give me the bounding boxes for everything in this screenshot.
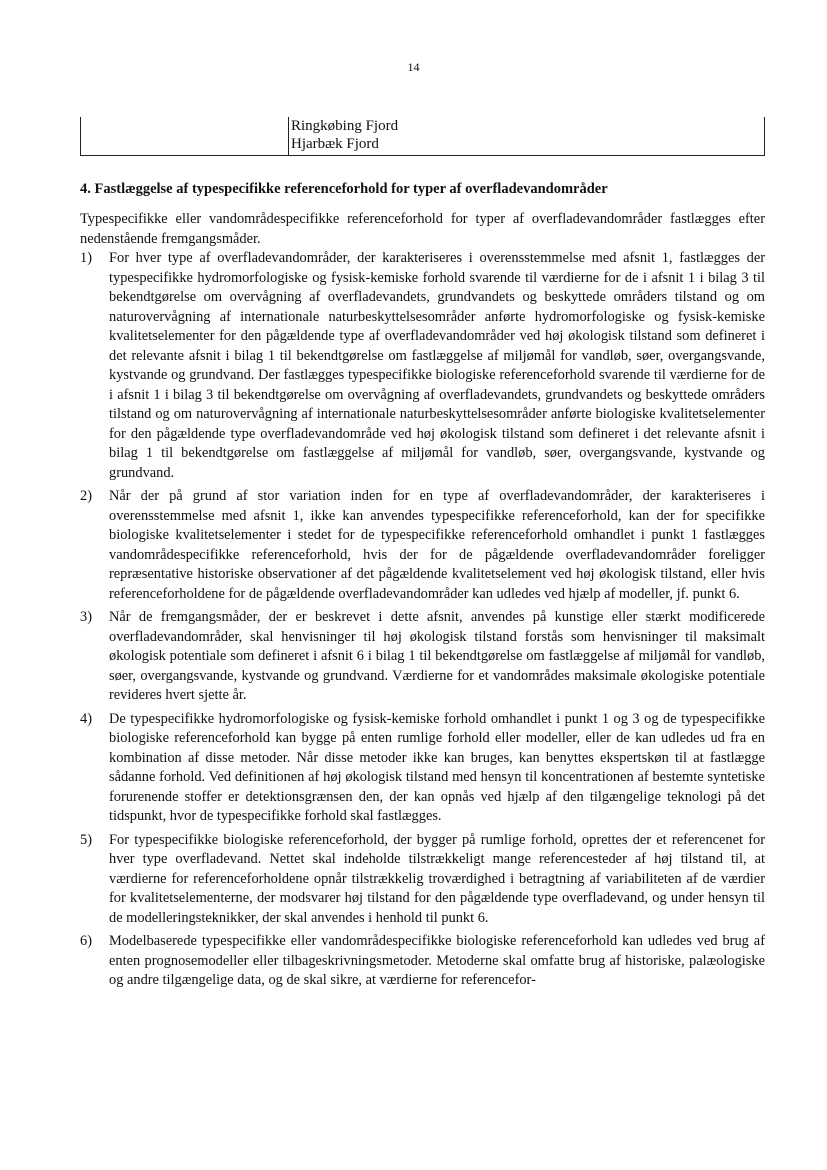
list-item-text: Modelbaserede typespecifikke eller vandområdespecifikke biologiske referenceforhold kan udledes ved brug af enten prognosemodeller eller tilbageskrivningsmetoder. Metoderne skal omfatte brug af historiske, palæologiske og andre tilgængelige data, og de skal sikre, at værdierne for referencefor- <box>109 933 765 988</box>
section-body <box>80 210 765 995</box>
section-heading: 4. Fastlæggelse af typespecifikke referenceforhold for typer af overfladevandområder <box>80 181 608 197</box>
list-item-number: 4) <box>80 710 92 727</box>
list-item-number: 3) <box>80 609 92 625</box>
list-item-text: Når de fremgangsmåder, der er beskrevet i dette afsnit, anvendes på kunstige eller stærkt modificerede overfladevandområder, skal henvisninger til høj økologisk tilstand forstås som henvisninger til maksimalt økologisk potentiale som defineret i afsnit 6 i bilag 1 til bekendtgørelse om fastlæggelse af miljømål for vandløb, søer, overgangsvande, kystvande og grundvand. Værdierne for et vandområdes maksimale økologiske potentiale revideres hvert sjette år. <box>109 609 765 703</box>
list-item <box>80 831 765 929</box>
list-item-number: 5) <box>80 831 92 848</box>
list-item-text: Når der på grund af stor variation inden for en type af overfladevandområder, der karakteriseres i overensstemmelse med afsnit 1, ikke kan anvendes typespecifikke referenceforhold, kan der for specifikke biologiske kvalitetselementer i stedet for de typespecifikke referenceforhold omhandlet i punkt 1 fastlægges vandområdespecifikke referenceforhold, hvis der for de pågældende overfladevandområder foreligger repræsentative historiske observationer af det pågældende kvalitetselement ved høj økologisk tilstand, eller hvis referenceforholdene for de pågældende overfladevandområder kan udledes ved hjælp af modeller, jf. punkt 6. <box>109 488 765 602</box>
list-item <box>80 710 765 827</box>
list-item <box>80 932 765 991</box>
table-cell-names <box>288 117 398 155</box>
water-body-table <box>80 117 765 156</box>
list-item-number: 2) <box>80 488 92 504</box>
list-item-number: 6) <box>80 933 92 949</box>
procedure-list <box>80 249 765 991</box>
list-item-text: For hver type af overfladevandområder, der karakteriseres i overensstemmelse med afsnit 1, fastlægges der typespecifikke hydromorfologiske og fysisk-kemiske forhold svarende til værdierne for de i afsnit 1 i bilag 3 til bekendtgørelse om overvågning af overfladevandets, grundvandets og beskyttede områders tilstand og om naturovervågning af internationale naturbeskyttelsesområder anførte hydromorfologiske og fysisk-kemiske kvalitetselementer for den pågældende type af overfladevandområder ved høj økologisk tilstand som defineret i det relevante afsnit i bilag 1 til bekendtgørelse om fastlæggelse af miljømål for vandløb, søer, overgangsvande, kystvande og grundvand. Der fastlægges typespecifikke biologiske referenceforhold svarende til værdierne for de i afsnit 1 i bilag 3 til bekendtgørelse om overvågning af overfladevandets, grundvandets og beskyttede områders tilstand og om naturovervågning af internationale naturbeskyttelsesområder anførte biologiske kvalitetselementer for den pågældende type overfladevandområde ved høj økologisk tilstand som defineret i det relevante afsnit i bilag 1 til bekendtgørelse om fastlæggelse af miljømål for vandløb, søer, overgangsvande, kystvande og grundvand. <box>109 250 765 481</box>
list-item <box>80 249 765 483</box>
list-item <box>80 608 765 706</box>
table-row: Ringkøbing Fjord <box>291 118 399 134</box>
page-number: 14 <box>407 60 420 74</box>
intro-paragraph: Typespecifikke eller vandområdespecifikke referenceforhold for typer af overfladevandområder fastlægges efter nedenstående fremgangsmåder. <box>80 211 765 247</box>
list-item-text: De typespecifikke hydromorfologiske og fysisk-kemiske forhold omhandlet i punkt 1 og 3 og de typespecifikke biologiske referenceforhold kan bygge på enten rumlige forhold eller modeller, eller de kan udledes ud fra en kombination af disse metoder. Når disse metoder ikke kan bruges, kan benyttes ekspertskøn til at fastlægge sådanne forhold. Ved definitionen af høj økologisk tilstand med hensyn til koncentrationen af bestemte syntetiske forurenende stoffer er detektionsgrænsen den, der kan opnås ved hjælp af den tilgængelige teknologi på det tidspunkt, hvor de typespecifikke forhold skal fastlægges. <box>109 710 765 824</box>
table-row: Hjarbæk Fjord <box>291 136 379 152</box>
list-item-number: 1) <box>80 250 92 266</box>
list-item <box>80 487 765 604</box>
list-item-text: For typespecifikke biologiske referenceforhold, der bygger på rumlige forhold, oprettes der et referencenet for hver type overfladevand. Nettet skal indeholde tilstrækkeligt mange referencesteder af høj tilstand til, at værdierne for referenceforholdene opnår tilstrækkelig troværdighed i betragtning af variabiliteten af de værdier for kvalitetselementerne, der modsvarer høj tilstand for den pågældende type overfladevand, og under hensyn til de modelleringsteknikker, der skal anvendes i henhold til punkt 6. <box>109 831 765 926</box>
